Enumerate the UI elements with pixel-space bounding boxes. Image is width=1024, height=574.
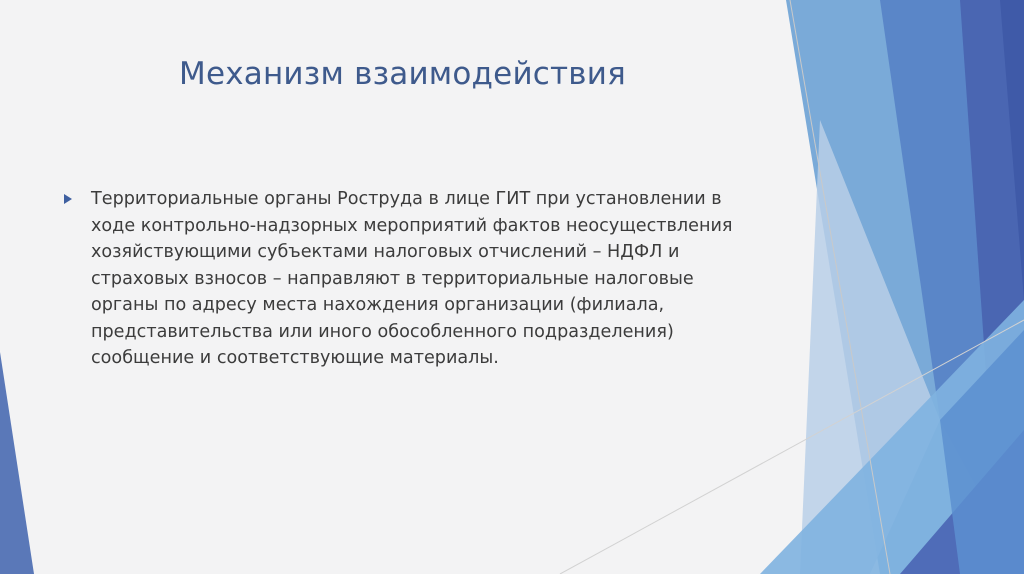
bullet-line: ходе контрольно-надзорных мероприятий фактов неосуществления	[91, 215, 733, 236]
bullet-line: представительства или иного обособленного подразделения)	[91, 321, 674, 342]
left-edge-shape	[0, 352, 34, 574]
slide-title: Механизм взаимодействия	[179, 56, 626, 92]
bullet-line: хозяйствующими субъектами налоговых отчислений – НДФЛ и	[91, 242, 680, 262]
bullet-line: страховых взносов – направляют в территориальные налоговые	[91, 268, 694, 289]
bullet-line: органы по адресу места нахождения организации (филиала,	[91, 295, 665, 315]
bullet-list	[64, 186, 784, 372]
bullet-line: Территориальные органы Роструда в лице ГИТ при установлении в	[91, 189, 722, 209]
bullet-line: сообщение и соответствующие материалы.	[91, 348, 499, 368]
bullet-text	[91, 186, 784, 372]
triangle-bullet-icon	[64, 194, 72, 204]
